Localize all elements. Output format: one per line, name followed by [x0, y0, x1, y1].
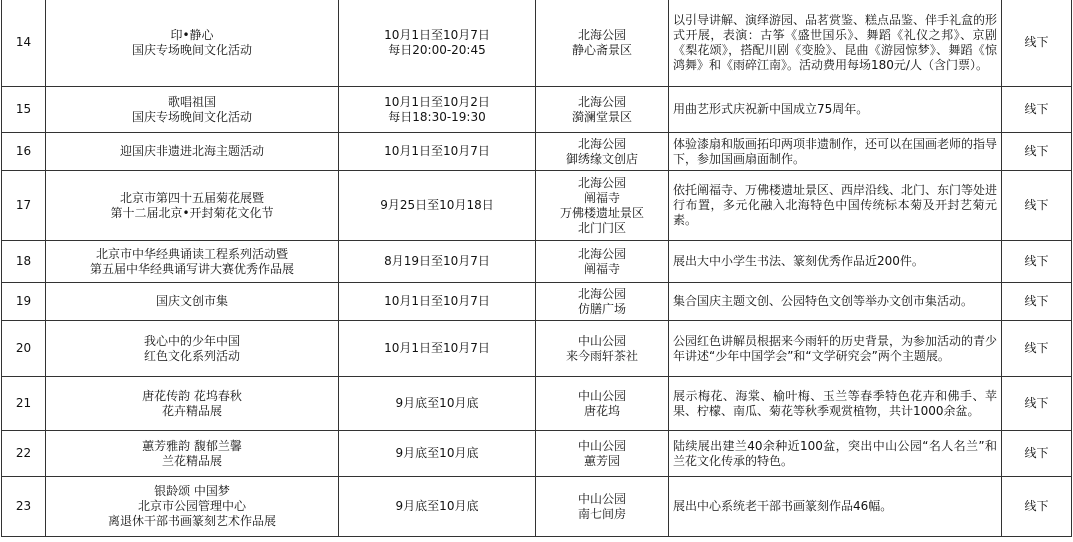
row-number-cell: [2, 377, 46, 431]
name-line: 蕙芳雅韵 馥郁兰馨: [142, 438, 242, 453]
name-line: 第十二届北京•开封菊花文化节: [110, 205, 274, 220]
name-line: 国庆专场晚间文化活动: [131, 109, 252, 124]
activity-name-cell: [46, 133, 339, 171]
place-line: 唐花坞: [583, 403, 620, 418]
activity-name-cell: [46, 0, 339, 87]
place-line: 仿膳广场: [577, 301, 626, 316]
place-line: 中山公园: [577, 333, 626, 348]
row-number: 23: [15, 499, 32, 513]
activity-mode: 线下: [1024, 35, 1049, 49]
place-line: 中山公园: [577, 388, 626, 403]
activity-mode-cell: [1002, 377, 1072, 431]
activity-description-cell: [669, 87, 1002, 133]
activity-mode-cell: [1002, 87, 1072, 133]
row-number-cell: [2, 87, 46, 133]
name-line: 花卉精品展: [161, 403, 222, 418]
name-line: 第五届中华经典诵写讲大赛优秀作品展: [89, 261, 294, 276]
activity-mode: 线下: [1024, 396, 1049, 410]
activity-name-cell: [46, 321, 339, 377]
activity-description-cell: [669, 283, 1002, 321]
place-line: 北海公园: [577, 175, 626, 190]
row-number: 22: [15, 446, 32, 460]
time-line: 10月1日至10月7日: [384, 27, 490, 42]
name-line: 印•静心: [170, 27, 214, 42]
activity-mode: 线下: [1024, 294, 1049, 308]
activity-description-cell: [669, 431, 1002, 477]
place-line: 阐福寺: [583, 190, 620, 205]
table-row: [2, 133, 1072, 171]
activity-place-cell: [536, 283, 669, 321]
name-line: 我心中的少年中国: [143, 333, 240, 348]
time-line: 10月1日至10月2日: [384, 94, 490, 109]
activity-description: 陆续展出建兰40余种近100盆，突出中山公园“名人名兰”和兰花文化传承的特色。: [673, 438, 997, 468]
row-number-cell: [2, 241, 46, 283]
time-line: 9月25日至10月18日: [380, 198, 494, 212]
events-table: [1, 0, 1072, 537]
row-number: 16: [15, 144, 32, 158]
name-line: 唐花传韵 花坞春秋: [142, 388, 242, 403]
activity-place-cell: [536, 133, 669, 171]
name-line: 银龄颂 中国梦: [154, 484, 230, 498]
time-line: 8月19日至10月7日: [384, 254, 490, 268]
place-line: 北海公园: [577, 27, 626, 42]
activity-place-cell: [536, 87, 669, 133]
activity-mode: 线下: [1024, 446, 1049, 460]
row-number-cell: [2, 477, 46, 537]
time-line: 10月1日至10月7日: [384, 294, 490, 308]
activity-mode-cell: [1002, 0, 1072, 87]
place-line: 北海公园: [577, 94, 626, 109]
activity-name-cell: [46, 377, 339, 431]
activity-time-cell: [339, 377, 536, 431]
activity-description-cell: [669, 171, 1002, 241]
name-line: 国庆文创市集: [155, 294, 228, 308]
activity-mode-cell: [1002, 431, 1072, 477]
place-line: 南七间房: [577, 506, 626, 521]
activity-mode: 线下: [1024, 102, 1049, 116]
activity-mode-cell: [1002, 283, 1072, 321]
time-line: 每日20:00-20:45: [388, 42, 486, 57]
activity-mode-cell: [1002, 241, 1072, 283]
table-row: [2, 377, 1072, 431]
place-line: 蕙芳园: [583, 453, 620, 468]
activity-time-cell: [339, 87, 536, 133]
place-line: 万佛楼遗址景区: [559, 205, 644, 220]
activity-time-cell: [339, 171, 536, 241]
activity-time-cell: [339, 431, 536, 477]
activity-time-cell: [339, 241, 536, 283]
activity-mode: 线下: [1024, 499, 1049, 513]
place-line: 御绣缘文创店: [565, 151, 638, 166]
name-line: 离退休干部书画篆刻艺术作品展: [107, 514, 276, 528]
activity-mode-cell: [1002, 321, 1072, 377]
place-line: 中山公园: [577, 491, 626, 506]
activity-description: 依托阐福寺、万佛楼遗址景区、西岸沿线、北门、东门等处进行布置，多元化融入北海特色中国传统标本菊及开封艺菊元素。: [673, 183, 998, 227]
row-number: 18: [15, 254, 32, 268]
place-line: 北门门区: [577, 220, 626, 235]
activity-description-cell: [669, 377, 1002, 431]
time-line: 9月底至10月底: [395, 396, 479, 410]
activity-description-cell: [669, 477, 1002, 537]
activity-description-cell: [669, 321, 1002, 377]
row-number-cell: [2, 431, 46, 477]
name-line: 北京市第四十五届菊花展暨: [119, 190, 264, 205]
name-line: 北京市公园管理中心: [137, 499, 246, 513]
activity-description: 用曲艺形式庆祝新中国成立75周年。: [673, 102, 869, 116]
place-line: 中山公园: [577, 438, 626, 453]
time-line: 9月底至10月底: [395, 499, 479, 513]
activity-mode: 线下: [1024, 198, 1049, 212]
activity-place-cell: [536, 477, 669, 537]
row-number: 21: [15, 396, 32, 410]
row-number: 15: [15, 102, 32, 116]
activity-place-cell: [536, 171, 669, 241]
row-number: 14: [15, 35, 32, 49]
time-line: 10月1日至10月7日: [384, 341, 490, 355]
table-row: [2, 321, 1072, 377]
events-table-body: [2, 0, 1072, 537]
name-line: 兰花精品展: [161, 453, 222, 468]
row-number-cell: [2, 133, 46, 171]
row-number-cell: [2, 283, 46, 321]
activity-description: 展出大中小学生书法、篆刻优秀作品近200件。: [673, 254, 924, 268]
place-line: 北海公园: [577, 246, 626, 261]
time-line: 每日18:30-19:30: [388, 109, 486, 124]
activity-time-cell: [339, 133, 536, 171]
activity-mode-cell: [1002, 171, 1072, 241]
activity-mode-cell: [1002, 133, 1072, 171]
table-row: [2, 477, 1072, 537]
place-line: 阐福寺: [583, 261, 620, 276]
activity-mode: 线下: [1024, 254, 1049, 268]
activity-place-cell: [536, 377, 669, 431]
activity-time-cell: [339, 321, 536, 377]
activity-place-cell: [536, 241, 669, 283]
activity-description: 公园红色讲解员根据来今雨轩的历史背景，为参加活动的青少年讲述“少年中国学会”和“文学研究会”两个主题展。: [673, 333, 998, 363]
activity-description: 展示梅花、海棠、榆叶梅、玉兰等春季特色花卉和佛手、苹果、柠檬、南瓜、菊花等秋季观赏植物，共计1000余盆。: [673, 388, 997, 418]
activity-name-cell: [46, 477, 339, 537]
name-line: 红色文化系列活动: [143, 348, 240, 363]
activity-description-cell: [669, 241, 1002, 283]
activity-name-cell: [46, 171, 339, 241]
table-row: [2, 283, 1072, 321]
activity-time-cell: [339, 0, 536, 87]
place-line: 静心斋景区: [571, 42, 632, 57]
activity-description: 体验漆扇和版画拓印两项非遗制作，还可以在国画老师的指导下，参加国画扇面制作。: [673, 136, 998, 166]
time-line: 10月1日至10月7日: [384, 144, 490, 158]
activity-description-cell: [669, 133, 1002, 171]
activity-place-cell: [536, 321, 669, 377]
row-number-cell: [2, 0, 46, 87]
activity-name-cell: [46, 87, 339, 133]
activity-place-cell: [536, 0, 669, 87]
activity-time-cell: [339, 283, 536, 321]
row-number-cell: [2, 171, 46, 241]
row-number: 19: [15, 294, 32, 308]
activity-time-cell: [339, 477, 536, 537]
place-line: 漪澜堂景区: [571, 109, 632, 124]
activity-description: 以引导讲解、演绎游园、品茗赏鉴、糕点品鉴、伴手礼盒的形式开展，表演：古筝《盛世国乐》、舞蹈《礼仪之邦》、京剧《梨花颂》，搭配川剧《变脸》、昆曲《游园惊梦》、舞蹈《惊鸿舞》和《雨碎江南》。活动费用每场180元/人（含门票）。: [673, 12, 998, 72]
table-row: [2, 431, 1072, 477]
activity-name-cell: [46, 241, 339, 283]
activity-description: 展出中心系统老干部书画篆刻作品46幅。: [673, 499, 893, 513]
name-line: 国庆专场晚间文化活动: [131, 42, 252, 57]
time-line: 9月底至10月底: [395, 446, 479, 460]
place-line: 北海公园: [577, 286, 626, 301]
row-number: 20: [15, 341, 32, 355]
row-number-cell: [2, 321, 46, 377]
activity-description-cell: [669, 0, 1002, 87]
activity-place-cell: [536, 431, 669, 477]
table-row: [2, 87, 1072, 133]
name-line: 迎国庆非遗进北海主题活动: [119, 144, 264, 158]
place-line: 来今雨轩茶社: [565, 348, 638, 363]
table-row: [2, 241, 1072, 283]
activity-mode: 线下: [1024, 144, 1049, 158]
activity-mode-cell: [1002, 477, 1072, 537]
table-row: [2, 171, 1072, 241]
table-row: [2, 0, 1072, 87]
activity-mode: 线下: [1024, 341, 1049, 355]
activity-name-cell: [46, 283, 339, 321]
activity-description: 集合国庆主题文创、公园特色文创等举办文创市集活动。: [673, 294, 974, 308]
activity-name-cell: [46, 431, 339, 477]
name-line: 北京市中华经典诵读工程系列活动暨: [95, 246, 288, 261]
row-number: 17: [15, 198, 32, 212]
place-line: 北海公园: [577, 136, 626, 151]
name-line: 歌唱祖国: [167, 94, 216, 109]
